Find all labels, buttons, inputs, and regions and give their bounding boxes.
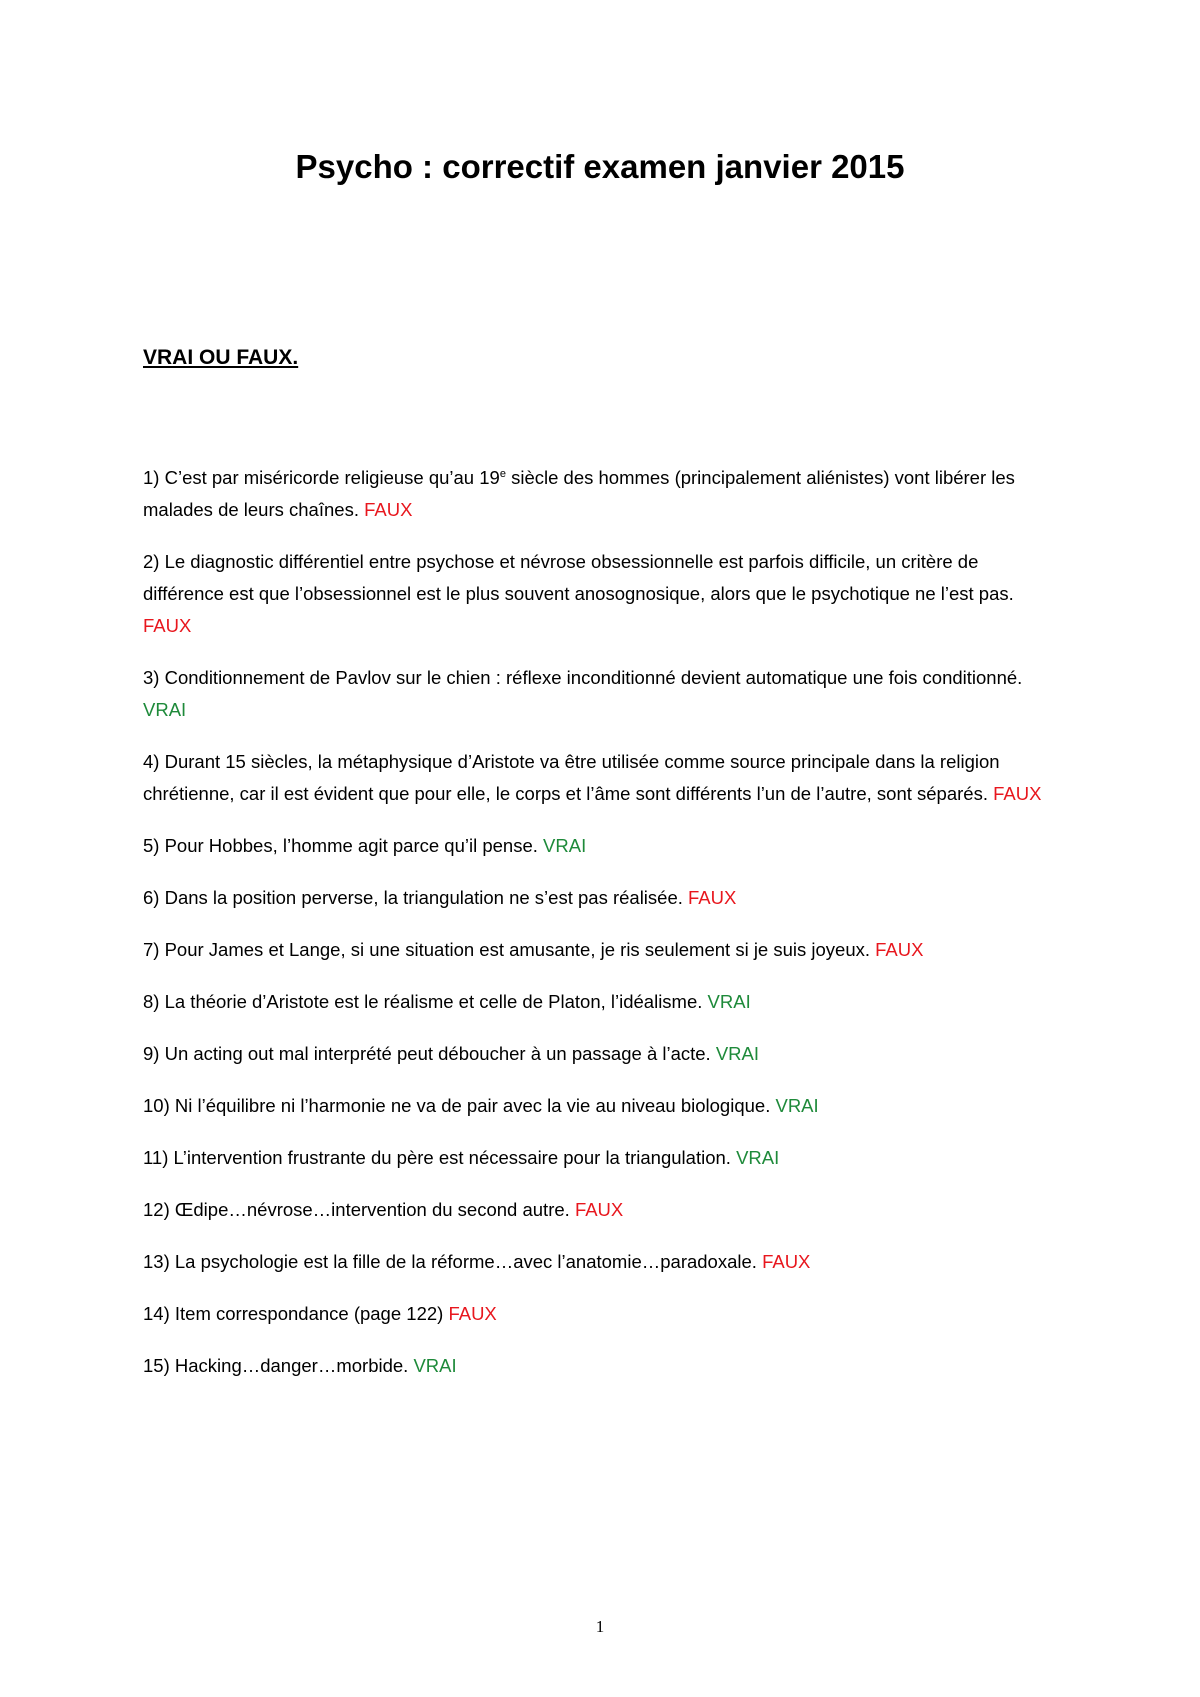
answer-faux: FAUX xyxy=(762,1251,811,1272)
question-number: 3) xyxy=(143,667,160,688)
question-number: 9) xyxy=(143,1043,160,1064)
question-number: 10) xyxy=(143,1095,170,1116)
question-number: 13) xyxy=(143,1251,170,1272)
answer-faux: FAUX xyxy=(364,499,413,520)
question-number: 14) xyxy=(143,1303,170,1324)
question-number: 1) xyxy=(143,467,160,488)
page-number: 1 xyxy=(595,1617,605,1636)
question-item xyxy=(143,462,1063,526)
answer-faux: FAUX xyxy=(993,783,1042,804)
answer-faux: FAUX xyxy=(448,1303,497,1324)
question-text: Item correspondance (page 122) xyxy=(174,1303,449,1324)
answer-vrai: VRAI xyxy=(707,991,751,1012)
answer-vrai: VRAI xyxy=(413,1355,457,1376)
question-text: Conditionnement de Pavlov sur le chien : réflexe inconditionné devient automatique une fois conditionné. xyxy=(164,667,1023,688)
question-text: L’intervention frustrante du père est nécessaire pour la triangulation. xyxy=(173,1147,737,1168)
question-text: Hacking…danger…morbide. xyxy=(174,1355,414,1376)
question-text: La théorie d’Aristote est le réalisme et celle de Platon, l’idéalisme. xyxy=(164,991,708,1012)
question-text: Œdipe…névrose…intervention du second autre. xyxy=(174,1199,575,1220)
question-item xyxy=(143,1194,1063,1226)
question-text: Dans la position perverse, la triangulation ne s’est pas réalisée. xyxy=(164,887,689,908)
question-text: Durant 15 siècles, la métaphysique d’Aristote va être utilisée comme source principale dans la religion chrétienne, car il est évident que pour elle, le corps et l’âme sont différents l’un de l’autre, sont séparés. xyxy=(143,751,1000,804)
question-number: 6) xyxy=(143,887,160,908)
page-title: Psycho : correctif examen janvier 2015 xyxy=(295,148,905,185)
question-item xyxy=(143,1142,1063,1174)
question-number: 4) xyxy=(143,751,160,772)
question-number: 15) xyxy=(143,1355,170,1376)
answer-vrai: VRAI xyxy=(715,1043,760,1064)
question-number: 12) xyxy=(143,1199,170,1220)
question-text: Le diagnostic différentiel entre psychose et névrose obsessionnelle est parfois difficile, un critère de différence est que l’obsessionnel est le plus souvent anosognosique, alors que le psychotique ne l’est pas. xyxy=(143,551,1014,604)
answer-vrai: VRAI xyxy=(736,1147,780,1168)
question-text: C’est par miséricorde religieuse qu’au 19 xyxy=(164,467,500,488)
answer-faux: FAUX xyxy=(143,615,192,636)
question-item xyxy=(143,746,1063,810)
question-item xyxy=(143,986,1063,1018)
question-item xyxy=(143,1090,1063,1122)
question-text: Pour James et Lange, si une situation est amusante, je ris seulement si je suis joyeux. xyxy=(164,939,876,960)
question-item xyxy=(143,1246,1063,1278)
answer-faux: FAUX xyxy=(688,887,737,908)
answer-vrai: VRAI xyxy=(143,699,187,720)
question-number: 8) xyxy=(143,991,160,1012)
question-item xyxy=(143,662,1063,726)
question-item xyxy=(143,1298,1063,1330)
question-text: La psychologie est la fille de la réforme…avec l’anatomie…paradoxale. xyxy=(174,1251,763,1272)
answer-faux: FAUX xyxy=(875,939,924,960)
question-number: 2) xyxy=(143,551,160,572)
question-item xyxy=(143,546,1063,642)
question-number: 11) xyxy=(143,1147,169,1168)
question-text: Pour Hobbes, l’homme agit parce qu’il pense. xyxy=(164,835,544,856)
answer-vrai: VRAI xyxy=(543,835,587,856)
question-text: siècle des hommes (principalement aliénistes) vont libérer les malades de leurs chaînes. xyxy=(143,467,1015,520)
question-superscript: e xyxy=(499,467,506,480)
question-number: 5) xyxy=(143,835,160,856)
question-number: 7) xyxy=(143,939,160,960)
question-item xyxy=(143,1350,1063,1382)
answer-faux: FAUX xyxy=(574,1199,624,1220)
question-item xyxy=(143,934,1063,966)
answer-vrai: VRAI xyxy=(775,1095,819,1116)
question-item xyxy=(143,830,1063,862)
section-heading: VRAI OU FAUX. xyxy=(143,346,299,369)
question-item xyxy=(143,882,1063,914)
question-text: Un acting out mal interprété peut déboucher à un passage à l’acte. xyxy=(164,1043,716,1064)
question-list xyxy=(143,462,1063,1402)
question-text: Ni l’équilibre ni l’harmonie ne va de pair avec la vie au niveau biologique. xyxy=(174,1095,776,1116)
question-item xyxy=(143,1038,1063,1070)
